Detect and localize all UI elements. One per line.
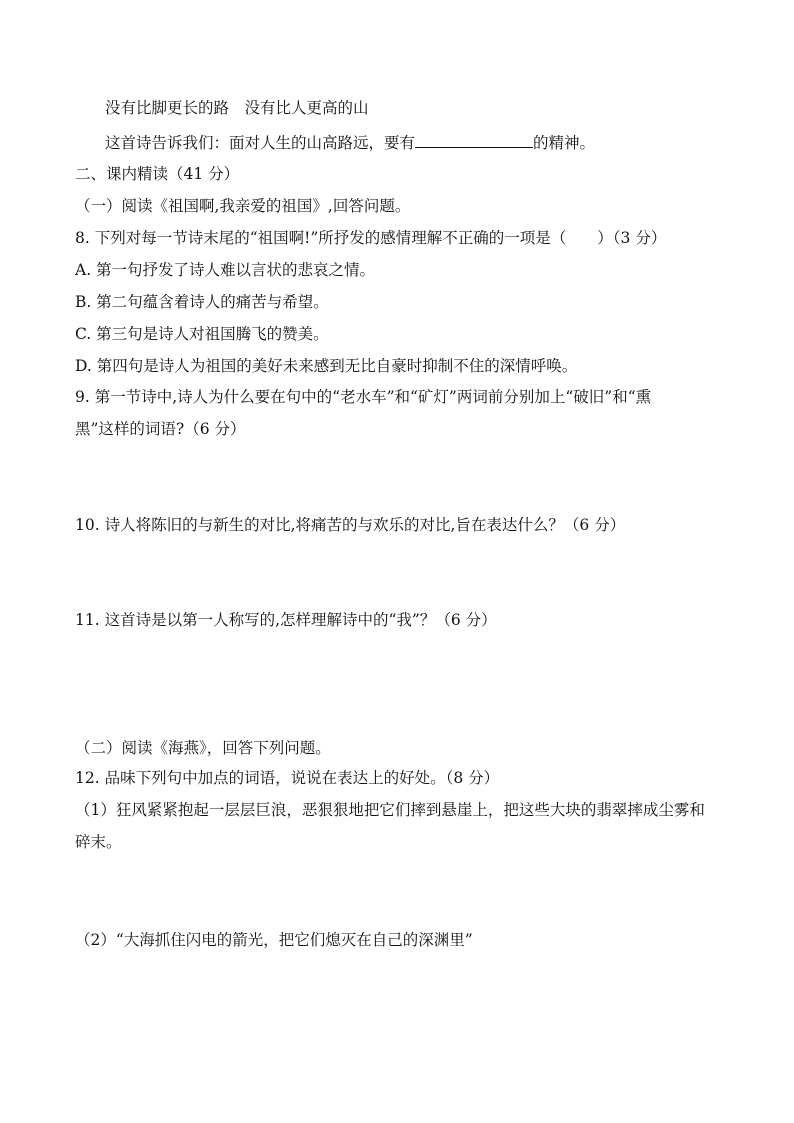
reading-intro-2: （二）阅读《海燕》，回答下列问题。 xyxy=(75,739,331,757)
answer-area-11 xyxy=(75,635,720,735)
question-8-stem: 8. 下列对每一节诗末尾的“祖国啊!”所抒发的感情理解不正确的一项是（ ）（3 分） xyxy=(75,229,667,247)
answer-area-10 xyxy=(75,540,720,606)
answer-area-9 xyxy=(75,444,720,510)
question-12-item-1-line-1: （1）狂风紧紧抱起一层层巨浪，恶狠狠地把它们摔到悬崖上，把这些大块的翡翠摔成尘雾和 xyxy=(75,801,705,819)
section-heading: 二、课内精读（41 分） xyxy=(75,165,240,183)
question-12-stem: 12. 品味下列句中加点的词语，说说在表达上的好处。（8 分） xyxy=(75,769,500,787)
answer-blank xyxy=(415,132,533,148)
question-8-option-a: A. 第一句抒发了诗人难以言状的悲哀之情。 xyxy=(75,261,376,279)
question-12-item-1-line-2: 碎末。 xyxy=(75,833,122,851)
reading-intro-1: （一）阅读《祖国啊,我亲爱的祖国》,回答问题。 xyxy=(75,197,411,215)
question-8-option-c: C. 第三句是诗人对祖国腾飞的赞美。 xyxy=(75,325,329,343)
answer-area-12-1 xyxy=(75,858,720,924)
fill-blank-question xyxy=(105,132,595,152)
question-10: 10. 诗人将陈旧的与新生的对比,将痛苦的与欢乐的对比,旨在表达什么？（6 分） xyxy=(75,516,626,534)
answer-area-12-2 xyxy=(75,956,720,1076)
question-8-option-b: B. 第二句蕴含着诗人的痛苦与希望。 xyxy=(75,293,329,311)
fill-blank-prefix: 这首诗告诉我们：面对人生的山高路远，要有 xyxy=(105,134,416,152)
question-11: 11. 这首诗是以第一人称写的,怎样理解诗中的“我”？（6 分） xyxy=(75,611,497,629)
question-8-option-d: D. 第四句是诗人为祖国的美好未来感到无比自豪时抑制不住的深情呼唤。 xyxy=(75,357,578,375)
question-9-line-1: 9. 第一节诗中,诗人为什么要在句中的“老水车”和“矿灯”两词前分别加上“破旧”和“熏 xyxy=(75,388,652,406)
poem-line: 没有比脚更长的路 没有比人更高的山 xyxy=(105,99,369,117)
question-12-item-2: （2）“大海抓住闪电的箭光，把它们熄灭在自己的深渊里” xyxy=(75,931,473,949)
fill-blank-suffix: 的精神。 xyxy=(533,134,596,152)
question-9-line-2: 黑”这样的词语?（6 分） xyxy=(75,420,246,438)
